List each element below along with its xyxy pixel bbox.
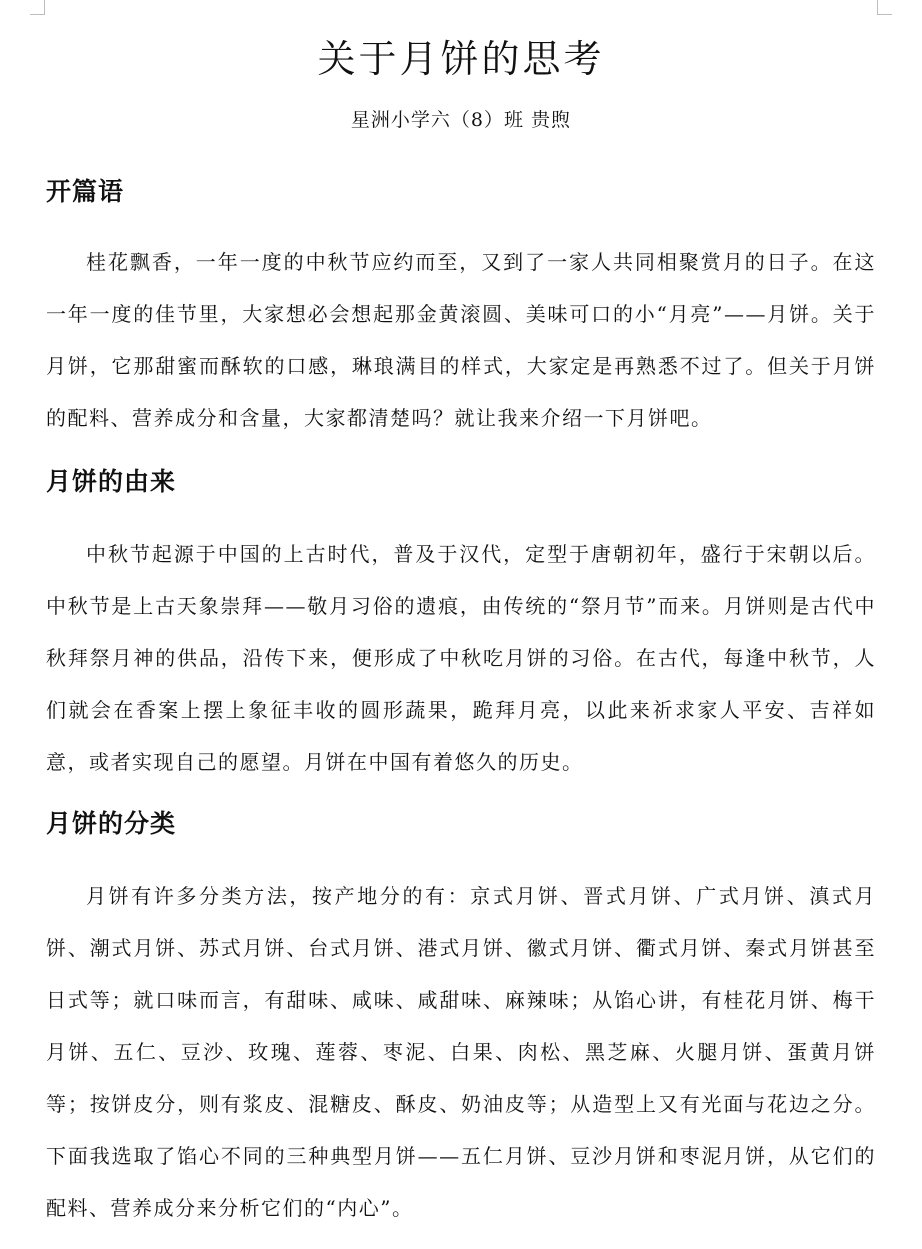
section-heading-origin: 月饼的由来 <box>46 467 177 496</box>
document-title: 关于月饼的思考 <box>317 37 605 81</box>
page-corner-mark-right <box>877 0 892 15</box>
document-byline: 星洲小学六（8）班 贵煦 <box>350 109 572 131</box>
section-paragraph-origin: 中秋节起源于中国的上古时代，普及于汉代，定型于唐朝初年，盛行于宋朝以后。中秋节是上古天象崇拜——敬月习俗的遗痕，由传统的“祭月节”而来。月饼则是古代中秋拜祭月神的供品，沿传下来，便形成了中秋吃月饼的习俗。在古代，每逢中秋节，人们就会在香案上摆上象征丰收的圆形蔬果，跪拜月亮，以此来祈求家人平安、吉祥如意，或者实现自己的愿望。月饼在中国有着悠久的历史。 <box>46 542 876 774</box>
section-heading-classification: 月饼的分类 <box>46 809 177 838</box>
section-paragraph-intro: 桂花飘香，一年一度的中秋节应约而至，又到了一家人共同相聚赏月的日子。在这一年一度的佳节里，大家想必会想起那金黄滚圆、美味可口的小“月亮”——月饼。关于月饼，它那甜蜜而酥软的口感，琳琅满目的样式，大家定是再熟悉不过了。但关于月饼的配料、营养成分和含量，大家都清楚吗？就让我来介绍一下月饼吧。 <box>46 250 876 430</box>
section-heading-intro: 开篇语 <box>46 177 125 206</box>
page-corner-mark-left <box>30 0 45 15</box>
section-paragraph-classification: 月饼有许多分类方法，按产地分的有：京式月饼、晋式月饼、广式月饼、滇式月饼、潮式月饼、苏式月饼、台式月饼、港式月饼、徽式月饼、衢式月饼、秦式月饼甚至日式等；就口味而言，有甜味、咸味、咸甜味、麻辣味；从馅心讲，有桂花月饼、梅干月饼、五仁、豆沙、玫瑰、莲蓉、枣泥、白果、肉松、黑芝麻、火腿月饼、蛋黄月饼等；按饼皮分，则有浆皮、混糖皮、酥皮、奶油皮等；从造型上又有光面与花边之分。下面我选取了馅心不同的三种典型月饼——五仁月饼、豆沙月饼和枣泥月饼，从它们的配料、营养成分来分析它们的“内心”。 <box>46 884 876 1220</box>
